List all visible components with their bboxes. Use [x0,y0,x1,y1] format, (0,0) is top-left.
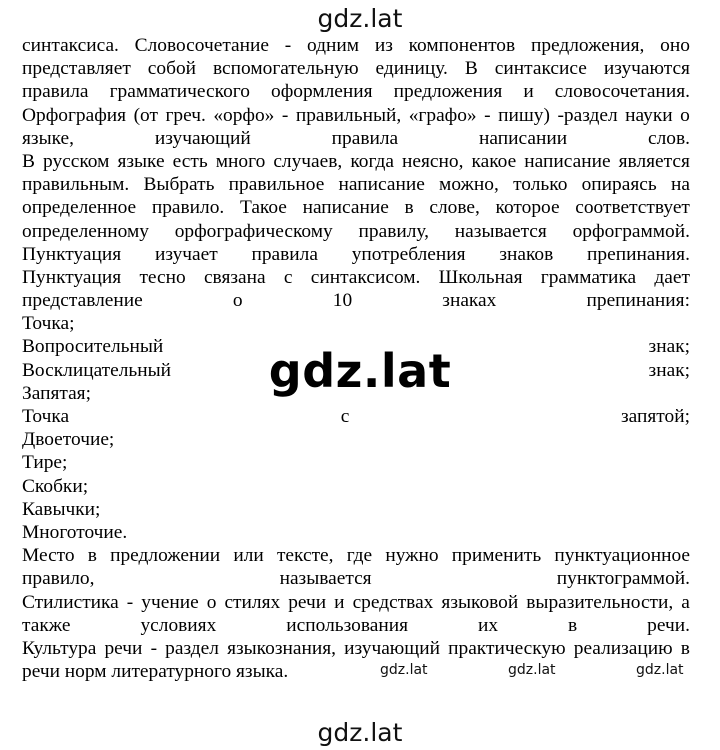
word: Место [22,545,75,567]
word: изучаются [603,58,690,80]
word: неясно, [402,150,464,172]
word: какое [471,150,517,172]
word: выразительности, [526,591,674,613]
word: реализацию [573,637,673,659]
watermark-center: gdz.lat [268,344,452,398]
word: науки [625,104,673,126]
word: правильное [228,174,325,196]
list-item: Тире; [22,452,68,474]
word: есть [172,150,208,172]
text-line: речи норм литературного языка. [22,661,289,683]
word: о [206,591,217,613]
watermark-top: gdz.lat [317,4,403,33]
list-item [22,405,690,428]
word: препинания: [586,290,690,312]
word: оно [660,35,690,56]
word: дает [654,266,690,288]
word: оформления [271,81,373,103]
word: препинания. [587,243,690,265]
text-line [22,220,690,243]
word: из [374,35,393,56]
text-line [22,243,690,266]
word: предложении [110,545,221,567]
word: применить [451,545,542,567]
text-line [22,80,690,103]
word: является [618,150,690,172]
text-line [22,614,690,637]
word: «графо» [408,104,477,126]
word: Стилистика [22,591,119,613]
text-line [22,127,690,150]
word: В [464,58,478,80]
text-line [22,57,690,80]
word: в [680,637,690,659]
list-item: Многоточие. [22,521,128,543]
word: словосочетания. [554,81,690,103]
word: которое [495,197,560,219]
word: с [283,266,293,288]
word: -раздел [557,104,618,126]
word: вспомогательную [213,58,359,80]
word: о [232,290,243,312]
text-line [22,34,690,57]
word: орфограммой. [572,220,690,242]
text-line [22,567,690,590]
word: языковой [441,591,519,613]
word: правильным. [22,174,130,196]
text-line [22,266,690,289]
word: употребления [351,243,466,265]
word: написании [479,127,568,149]
word: где [346,545,373,567]
word: Восклицательный [22,359,172,381]
word: много [215,150,266,172]
word: Словосочетание [134,35,270,56]
word: средствах [352,591,434,613]
word: синтаксисом. [310,266,421,288]
word: называется [454,220,547,242]
word: знаках [442,290,497,312]
word: определенному [22,220,149,242]
word: в [87,545,97,567]
word: в [404,197,414,219]
text-line [22,637,690,660]
word: пунктуационное [554,545,690,567]
word: случаев, [273,150,343,172]
list-item: Скобки; [22,475,89,497]
word: использования [286,614,409,636]
word: написание [302,197,389,219]
word: пунктограммой. [556,568,690,590]
word: слов. [648,127,690,149]
word: называется [279,568,372,590]
word: определенное [22,197,137,219]
word: связана [203,266,266,288]
word: условиях [140,614,217,636]
word: «орфо» [213,104,275,126]
word: с [340,406,350,427]
word: Выбрать [143,174,215,196]
word: правила [251,243,318,265]
word: а [681,591,690,613]
word: правило, [22,568,95,590]
word: изучающий [344,637,440,659]
word: соответствует [575,197,690,219]
word: одним [307,35,360,56]
word: речи. [647,614,690,636]
word: и [523,81,534,103]
word: Пунктуация [22,243,122,265]
word: запятой; [621,406,690,427]
word: изучающий [154,127,251,149]
text-line [22,173,690,196]
word: представление [22,290,143,312]
word: можно, [439,174,499,196]
watermark-bottom: gdz.lat [317,718,403,747]
text-line [22,289,690,312]
word: Вопросительный [22,336,164,358]
word: - [150,637,158,659]
word: тексте, [276,545,334,567]
word: только [513,174,568,196]
text-line [22,196,690,219]
word: в [568,614,578,636]
text-line [22,591,690,614]
list-item: Точка; [22,313,75,335]
word: Пунктуация [22,266,122,288]
word: знаков [499,243,554,265]
word: речи [288,591,327,613]
word: языкознания, [227,637,336,659]
word: греч. [165,104,206,126]
word: пишу) [498,104,550,126]
word: предложения, [530,35,645,56]
word: знак; [648,336,690,358]
word: компонентов [408,35,516,56]
text-line [22,150,690,173]
word: правила [331,127,399,149]
word: - [284,35,292,56]
word: В [22,150,35,172]
word: представляет [22,58,131,80]
word: - [126,591,134,613]
word: синтаксиса. [22,35,119,56]
word: языке, [22,127,74,149]
list-item: Кавычки; [22,498,101,520]
word: - [484,104,491,126]
word: о [680,104,690,126]
word: слове, [429,197,480,219]
word: также [22,614,71,636]
word: изучает [154,243,218,265]
word: Такое [239,197,287,219]
word: написание [524,150,611,172]
word: знак; [648,359,690,381]
word: единицу. [375,58,448,80]
word: предложения [393,81,503,103]
word: правилу, [358,220,430,242]
word: правильный, [295,104,402,126]
word: их [477,614,499,636]
word: на [670,174,690,196]
word: Культура [22,637,97,659]
word: Школьная [438,266,523,288]
watermark-small: gdz.lat [508,662,556,678]
word: правило. [151,197,225,219]
word: - [281,104,289,126]
word: грамматического [109,81,250,103]
watermark-small: gdz.lat [636,662,684,678]
word: Орфография [22,104,127,126]
word: стилях [224,591,281,613]
text-line [22,104,690,127]
word: собой [147,58,197,80]
word: или [233,545,264,567]
watermark-small: gdz.lat [380,662,428,678]
word: нужно [385,545,439,567]
word: написание [338,174,425,196]
word: правила [22,81,89,103]
word: синтаксисе [494,58,587,80]
word: тесно [139,266,186,288]
word: 10 [332,290,353,312]
word: опираясь [581,174,657,196]
word: речи [104,637,143,659]
word: раздел [165,637,219,659]
word: орфографическому [174,220,333,242]
word: когда [350,150,394,172]
text-line [22,544,690,567]
word: Точка [22,406,70,427]
word: грамматика [540,266,637,288]
list-item: Запятая; [22,382,91,404]
word: практическую [448,637,566,659]
word: языке [117,150,165,172]
word: и [334,591,345,613]
word: учение [141,591,199,613]
list-item: Двоеточие; [22,429,115,451]
word: русском [43,150,110,172]
word: (от [133,104,158,126]
